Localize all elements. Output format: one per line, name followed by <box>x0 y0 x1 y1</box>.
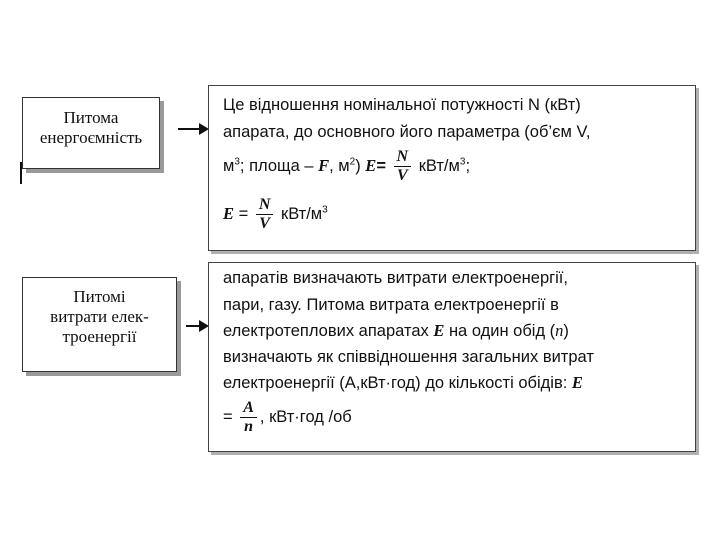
def2-line2 <box>223 292 559 318</box>
equals-sign: = <box>234 204 253 223</box>
specific-energy-intensity-label <box>22 97 160 169</box>
fraction-denominator: V <box>259 215 270 232</box>
text: ; площа – <box>239 156 319 175</box>
symbol-E: E <box>571 373 583 392</box>
fraction-N-over-V <box>394 148 412 185</box>
text: апаратів визначають витрати електроенергії, <box>223 269 568 287</box>
unit-text: кВт/м <box>280 204 323 223</box>
symbol-E: E <box>365 155 377 175</box>
def1-line2-text: апарата, до основного його параметра (об’єм V, <box>223 123 591 141</box>
arrow-right-icon <box>178 128 200 130</box>
def2-line3 <box>223 318 569 344</box>
def2-line6 <box>223 399 352 436</box>
def1-line2 <box>223 119 591 145</box>
def2-line4 <box>223 344 594 370</box>
text: електротеплових апаратах <box>223 322 434 340</box>
text: пари, газу. Питома витрата електроенергії в <box>223 296 559 314</box>
equals-sign: = <box>223 407 238 426</box>
text: визначають як співвідношення загальних витрат <box>223 348 594 366</box>
text: електроенергії (А,кВт·год) до кількості обідів: <box>223 374 572 392</box>
label-line: троенергії <box>62 327 137 346</box>
fraction-denominator: V <box>396 167 408 184</box>
label-line: витрати елек- <box>50 307 149 326</box>
text: м <box>223 156 235 175</box>
symbol-E: E <box>433 321 445 340</box>
text: ) <box>563 322 569 340</box>
fraction-N-over-V <box>256 196 274 233</box>
superscript: 3 <box>234 156 240 168</box>
def2-line1 <box>223 265 568 291</box>
specific-electricity-consumption-definition <box>208 262 696 452</box>
arrow-right-icon <box>186 325 200 327</box>
fraction-numerator: A <box>240 399 257 418</box>
def1-line4 <box>223 196 328 233</box>
text: , м <box>329 156 350 175</box>
symbol-F: F <box>318 155 330 175</box>
text: на один обід ( <box>444 322 556 340</box>
symbol-n: n <box>555 321 564 340</box>
fraction-numerator: N <box>256 196 274 215</box>
fraction-denominator: n <box>244 418 254 435</box>
equals-sign: = <box>376 156 386 175</box>
def1-line1 <box>223 92 581 118</box>
superscript: 2 <box>349 156 356 168</box>
def1-line1-text: Це відношення номінальної потужності N (кВт) <box>223 96 581 114</box>
superscript: 3 <box>322 204 328 216</box>
label-line: Питомі <box>73 287 126 306</box>
specific-electricity-consumption-label <box>22 277 177 372</box>
unit-text: кВт/м <box>418 156 460 175</box>
label-line: енергоємність <box>39 128 143 147</box>
label-line: Питома <box>63 108 119 127</box>
fraction-A-over-n <box>240 399 257 436</box>
specific-energy-intensity-definition <box>208 85 696 251</box>
text: ) <box>355 156 366 175</box>
def2-line5 <box>223 370 583 396</box>
superscript: 3 <box>459 156 466 168</box>
fraction-numerator: N <box>394 148 412 167</box>
unit-text: , кВт·год /об <box>259 407 352 426</box>
symbol-E: E <box>223 203 235 223</box>
def1-line3 <box>223 148 470 185</box>
text: ; <box>465 156 471 175</box>
